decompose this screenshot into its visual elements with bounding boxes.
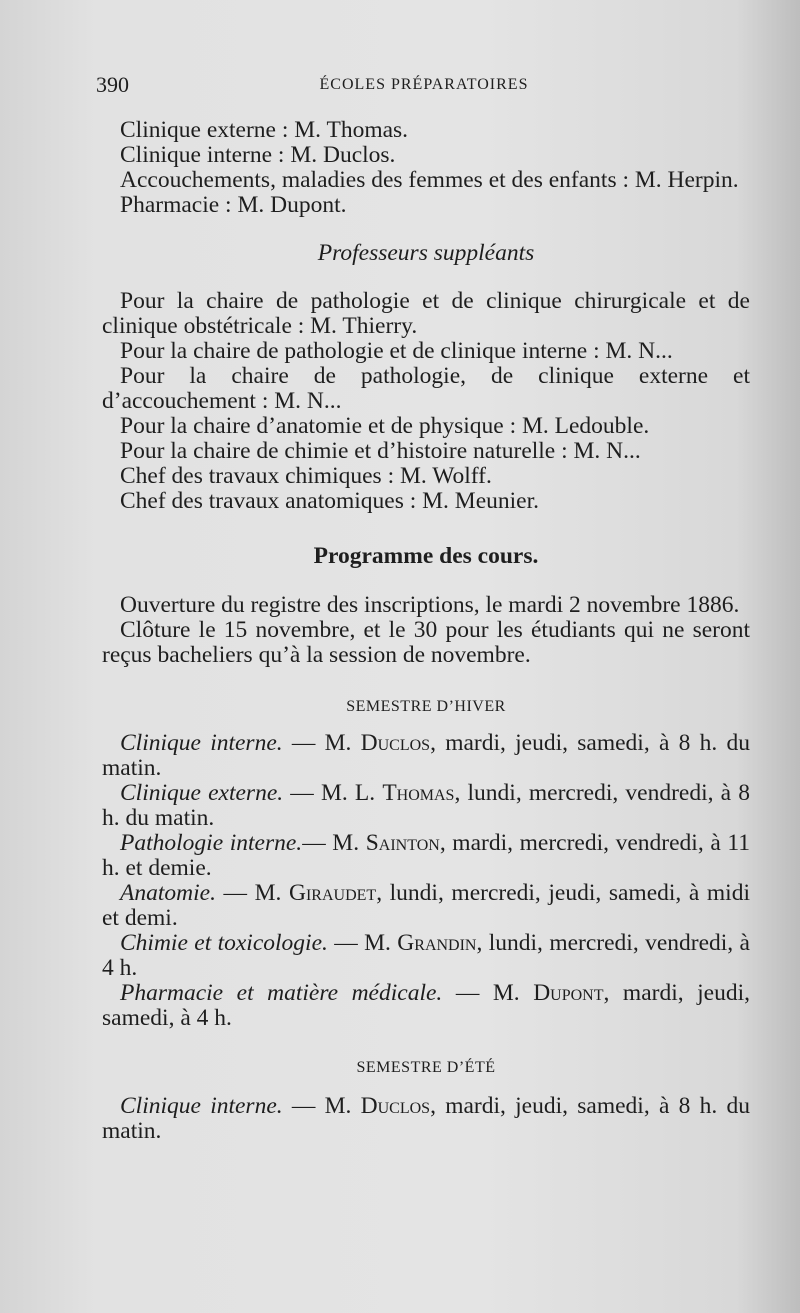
programme-paragraph: Ouverture du registre des inscriptions, le mardi 2 novembre 1886. bbox=[120, 592, 740, 618]
suppleant-line: Pour la chaire de pathologie, de clinique externe et d’accouchement : M. N... bbox=[102, 363, 750, 414]
course-dash: — M. bbox=[215, 880, 289, 906]
suppleant-line: Pour la chaire de chimie et d’histoire naturelle : M. N... bbox=[120, 438, 641, 464]
course-dash: — M. bbox=[302, 830, 366, 856]
course-professor: Duclos bbox=[360, 1093, 431, 1119]
course-schedule: , mardi, jeudi, samedi, à 8 h. du matin. bbox=[102, 730, 750, 781]
course-entry bbox=[102, 881, 750, 931]
course-professor: Giraudet bbox=[289, 880, 377, 906]
suppleant-line: Pour la chaire de pathologie et de clinique chirurgicale et de clinique obstétricale : M. Thierry. bbox=[102, 288, 750, 339]
page-header bbox=[96, 72, 752, 102]
course-dash: — M. bbox=[442, 980, 534, 1006]
course-schedule: , lundi, mercredi, jeudi, samedi, à midi et demi. bbox=[102, 880, 750, 931]
course-schedule: , lundi, mercredi, vendredi, à 8 h. du matin. bbox=[102, 780, 751, 831]
course-dash: — M. L. bbox=[283, 780, 383, 806]
winter-semester-heading: SEMESTRE D’HIVER bbox=[346, 698, 506, 715]
course-entry bbox=[102, 831, 750, 881]
course-entry bbox=[102, 731, 750, 781]
course-entry bbox=[102, 781, 750, 831]
course-subject: Clinique externe. bbox=[120, 780, 284, 806]
course-subject: Pharmacie et matière médicale. bbox=[120, 980, 443, 1006]
page-number: 390 bbox=[96, 72, 129, 97]
suppleant-line: Pour la chaire d’anatomie et de physique : M. Ledouble. bbox=[120, 413, 650, 439]
course-subject: Pathologie interne. bbox=[120, 830, 303, 856]
course-entry bbox=[102, 981, 750, 1031]
course-entry bbox=[102, 931, 750, 981]
programme-heading: Programme des cours. bbox=[313, 543, 539, 569]
staff-line: Pharmacie : M. Dupont. bbox=[120, 192, 347, 218]
course-schedule: , mardi, jeudi, samedi, à 8 h. du matin. bbox=[102, 1093, 750, 1144]
course-professor: Duclos bbox=[360, 730, 431, 756]
suppleant-line: Chef des travaux anatomiques : M. Meunier. bbox=[120, 488, 539, 514]
staff-line: Accouchements, maladies des femmes et des enfants : M. Herpin. bbox=[120, 167, 739, 193]
suppleant-line: Pour la chaire de pathologie et de clinique interne : M. N... bbox=[120, 338, 673, 364]
course-subject: Anatomie. bbox=[120, 880, 216, 906]
staff-line: Clinique interne : M. Duclos. bbox=[120, 142, 396, 168]
page-body bbox=[102, 118, 750, 1144]
course-professor: Grandin bbox=[397, 930, 477, 956]
suppleant-line: Chef des travaux chimiques : M. Wolff. bbox=[120, 463, 492, 489]
course-schedule: , lundi, mercredi, vendredi, à 4 h. bbox=[102, 930, 750, 981]
course-professor: Thomas bbox=[382, 780, 455, 806]
course-dash: — M. bbox=[327, 930, 398, 956]
course-dash: — M. bbox=[282, 730, 361, 756]
suppleants-heading: Professeurs suppléants bbox=[317, 240, 535, 266]
summer-semester-heading: SEMESTRE D’ÉTÉ bbox=[356, 1059, 496, 1076]
course-entry bbox=[102, 1094, 750, 1144]
course-schedule: , mardi, mercredi, vendredi, à 11 h. et demie. bbox=[102, 830, 750, 881]
course-subject: Clinique interne. bbox=[120, 1093, 283, 1119]
course-subject: Clinique interne. bbox=[120, 730, 283, 756]
course-dash: — M. bbox=[282, 1093, 361, 1119]
programme-paragraph: Clôture le 15 novembre, et le 30 pour les étudiants qui ne seront reçus bacheliers qu’à la session de novembre. bbox=[102, 617, 750, 668]
course-professor: Sainton bbox=[365, 830, 440, 856]
course-professor: Dupont bbox=[533, 980, 604, 1006]
course-subject: Chimie et toxicologie. bbox=[120, 930, 328, 956]
course-schedule: , mardi, jeudi, samedi, à 4 h. bbox=[102, 980, 750, 1031]
running-title: ÉCOLES PRÉPARATOIRES bbox=[319, 76, 529, 93]
staff-line: Clinique externe : M. Thomas. bbox=[120, 117, 409, 143]
